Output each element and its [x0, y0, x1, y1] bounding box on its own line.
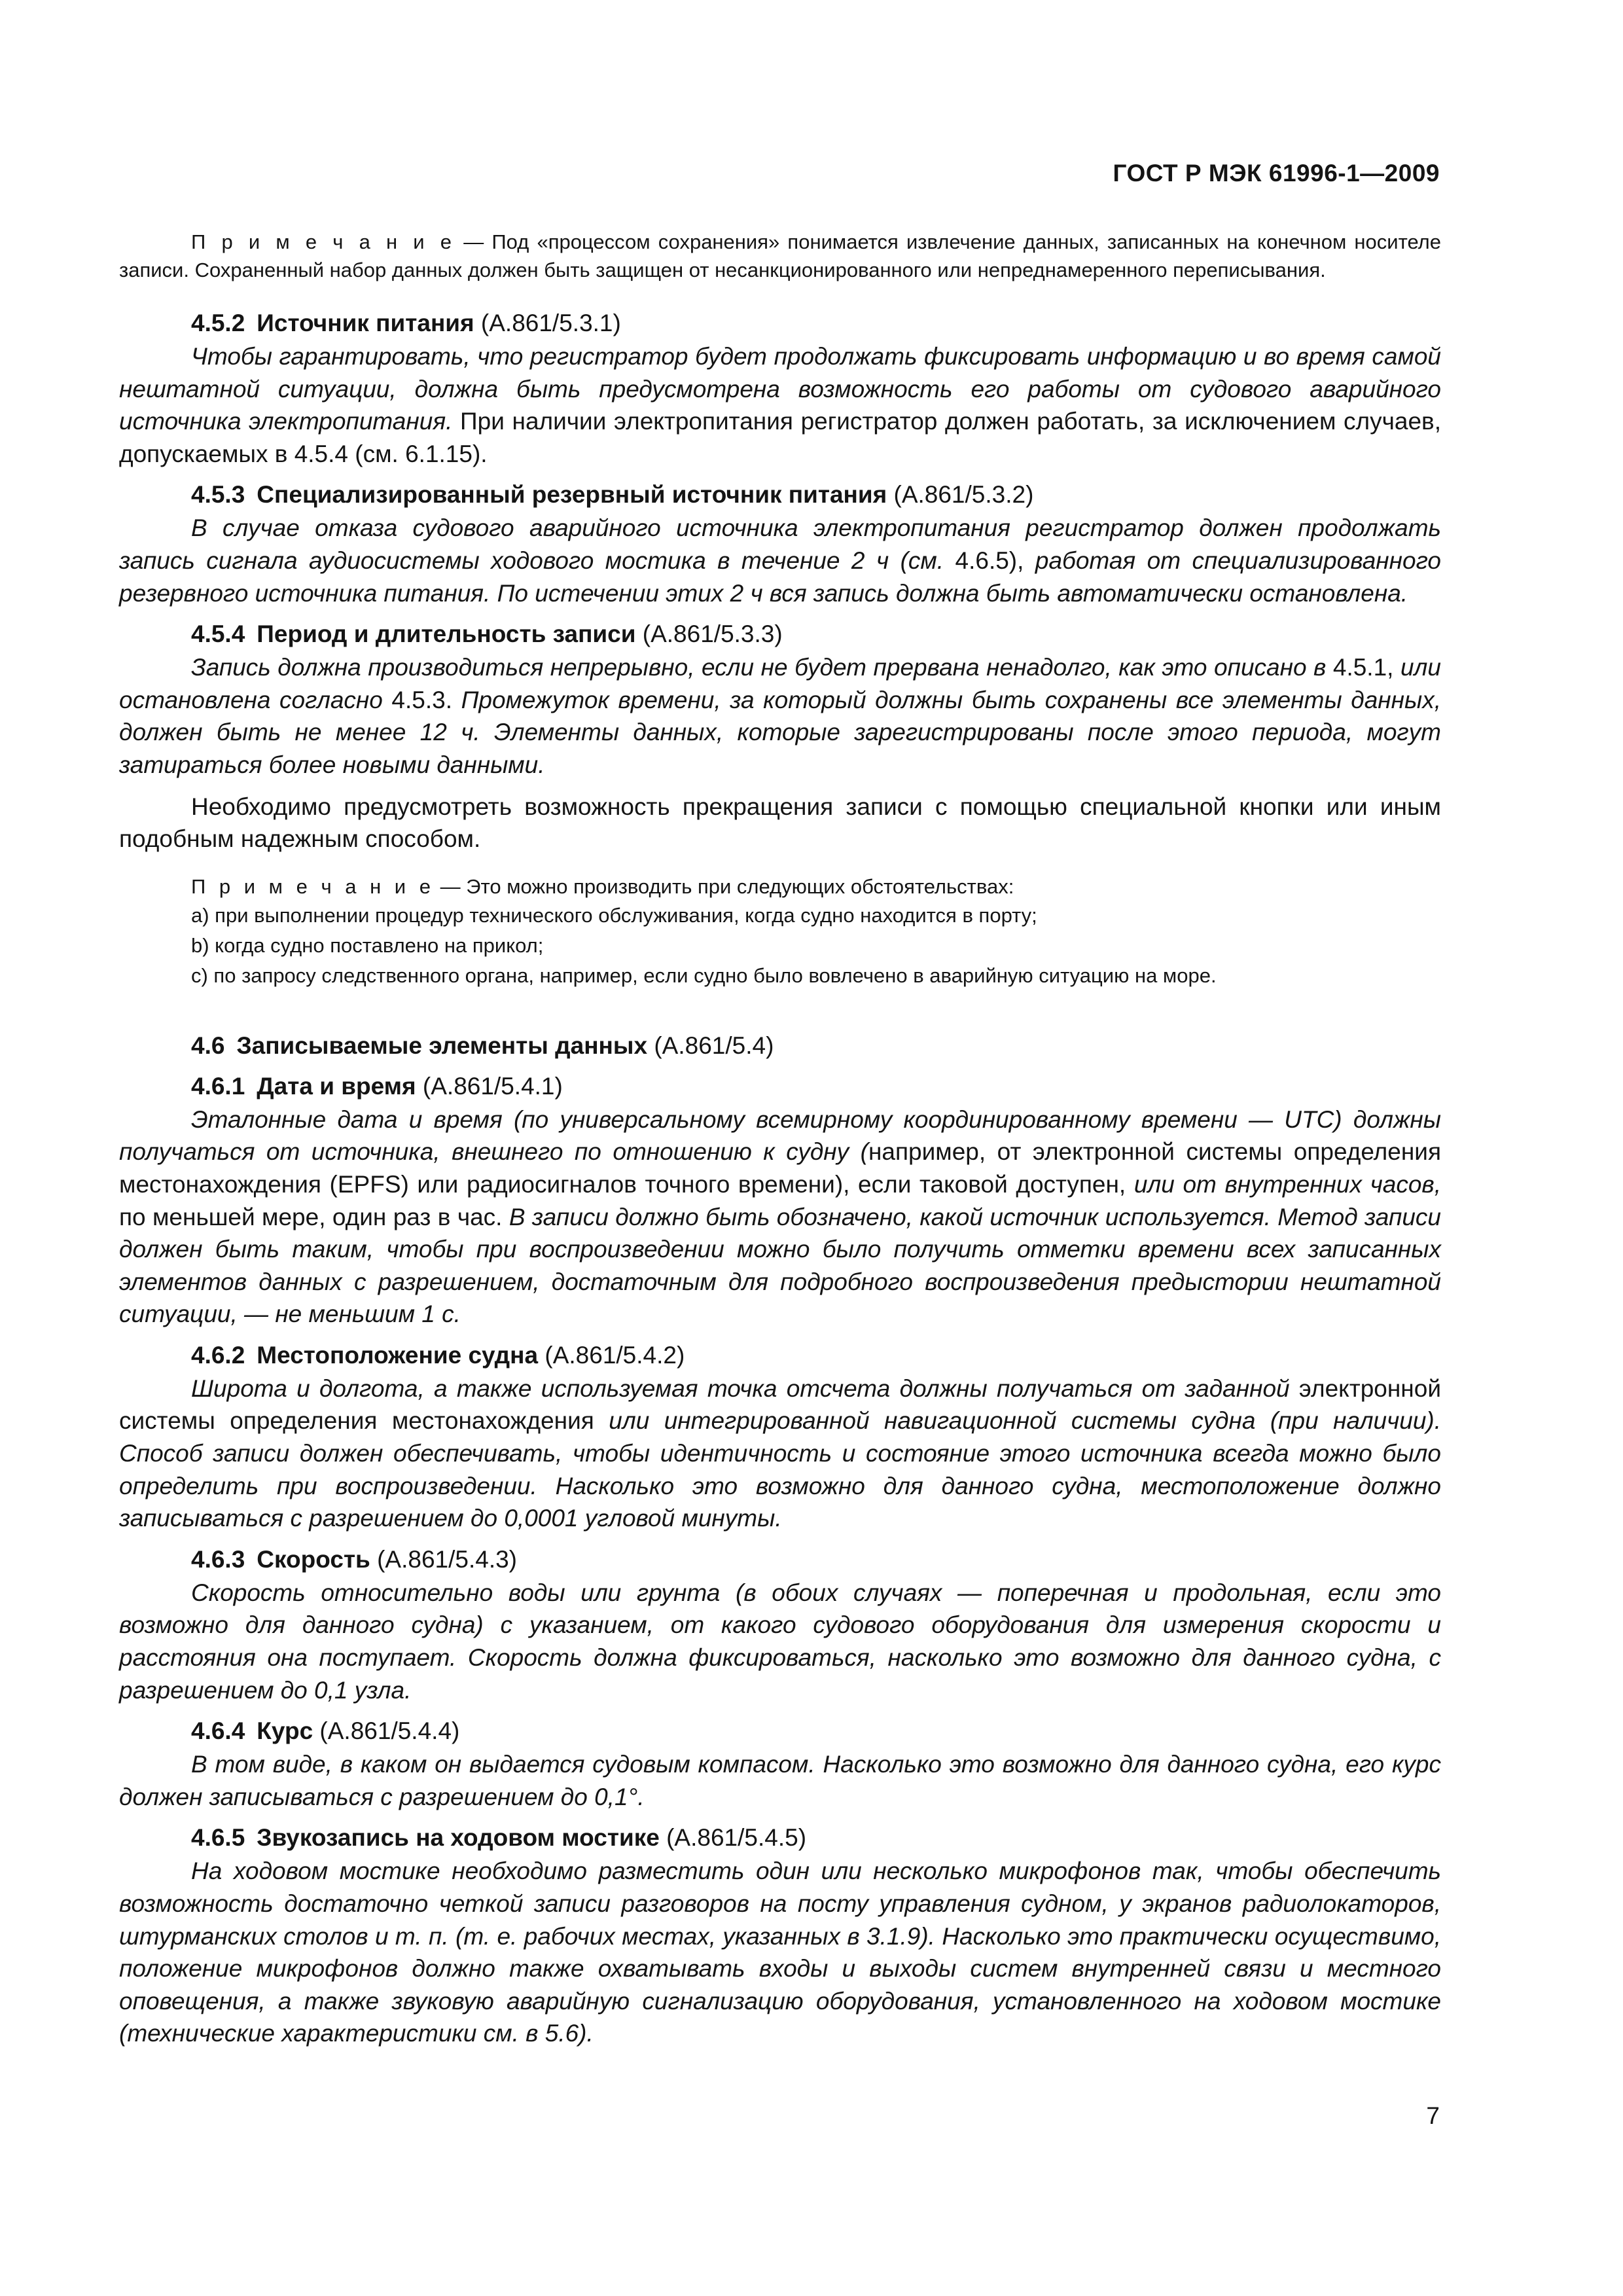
page-number: 7	[1426, 2102, 1440, 2129]
section-title: Период и длительность записи	[257, 620, 636, 648]
paragraph-4-6-5	[119, 1855, 1441, 2050]
standard-header: ГОСТ Р МЭК 61996-1—2009	[1113, 160, 1440, 187]
paragraph-4-6-1	[119, 1103, 1441, 1331]
paragraph-4-5-4	[119, 651, 1441, 781]
italic-text: В записи должно быть обозначено, какой источник используется. Метод записи должен быть таким, чтобы при воспроизведении можно было получить отметки времени всех записанных элементов данных с разрешением, достаточным для подробного воспроизведения предыстории нештатной ситуации, — не меньшим 1 с.	[119, 1203, 1441, 1328]
section-number: 4.6	[191, 1031, 225, 1059]
italic-text: На ходовом мостике необходимо разместить один или несколько микрофонов так, чтобы обеспечить возможность достаточно четкой записи разговоров на посту управления судном, у экранов радиолокаторов, штурманских столов и т. п. (т. е. рабочих местах, указанных в 3.1.9). Насколько это практически осуществимо, положение микрофонов должно также охватывать входы и выходы систем внутренней связи и местного оповещения, а также звуковую аварийную сигнализацию оборудования, установленного на ходовом мостике (технические характеристики см. в 5.6).	[119, 1857, 1441, 2047]
list-item: a) при выполнении процедур технического обслуживания, когда судно находится в порту;	[191, 903, 1037, 927]
note-text: — Это можно производить при следующих обстоятельствах:	[434, 874, 1014, 898]
heading-4-6-1	[119, 1071, 1441, 1102]
plain-text: 4.5.3.	[382, 686, 461, 713]
section-ref: (А.861/5.4.2)	[538, 1341, 685, 1369]
heading-4-6	[119, 1030, 1441, 1062]
italic-text: работая от специализированного резервного источника питания. По истечении этих 2 ч вся запись должна быть автоматически остановлена.	[119, 547, 1441, 607]
italic-text: Эталонные дата и время (по универсальному всемирному координированному времени — UTC) должны получаться от источника, внешнего по отношению к судну (	[119, 1105, 1441, 1166]
section-ref: (А.861/5.4.4)	[313, 1717, 460, 1745]
paragraph-4-5-2	[119, 340, 1441, 470]
italic-text: Широта и долгота, а также используемая точка отсчета должны получаться от заданной	[191, 1374, 1290, 1402]
section-number: 4.5.2	[191, 310, 245, 336]
plain-text: электронной системы определения местонахождения	[119, 1374, 1441, 1435]
section-ref: (А.861/5.4.3)	[370, 1545, 517, 1573]
italic-text: Скорость относительно воды или грунта (в обоих случаях — поперечная и продольная, если это возможно для данного судна) с указанием, от какого судового оборудования для измерения скорости и расстояния она поступает. Скорость должна фиксироваться, насколько это возможно для данного судна, с разрешением до 0,1 узла.	[119, 1579, 1441, 1704]
section-number: 4.6.4	[191, 1717, 245, 1745]
note-text: — Под «процессом сохранения» понимается извлечение данных, записанных на конечном носителе записи. Сохраненный набор данных должен быть защищен от несанкционированного или непреднамеренного переписывания.	[119, 230, 1442, 281]
italic-text: В случае отказа судового аварийного источника электропитания регистратор должен продолжать запись сигнала аудиосистемы ходового мостика в течение 2 ч (см.	[119, 514, 1441, 574]
paragraph-4-6-2	[119, 1372, 1441, 1535]
italic-text: В том виде, в каком он выдается судовым компасом. Насколько это возможно для данного судна, его курс должен записываться с разрешением до 0,1°.	[119, 1751, 1441, 1810]
italic-text: или от внутренних часов,	[1133, 1170, 1441, 1198]
note-label: П р и м е ч а н и е	[191, 874, 435, 898]
section-title: Дата и время	[257, 1072, 416, 1100]
plain-text: по меньшей мере, один раз в час.	[119, 1203, 509, 1230]
section-ref: (А.861/5.4.1)	[416, 1072, 563, 1100]
section-title: Местоположение судна	[257, 1341, 539, 1369]
section-number: 4.5.3	[191, 481, 245, 509]
note-circumstances	[119, 872, 1441, 901]
note-save-process	[119, 228, 1441, 284]
section-number: 4.6.2	[191, 1341, 245, 1369]
italic-text: Запись должна производиться непрерывно, если не будет прервана ненадолго, как это описано в	[191, 654, 1327, 681]
note-label: П р и м е ч а н и е	[191, 230, 456, 253]
section-number: 4.6.3	[191, 1545, 245, 1573]
section-title: Скорость	[257, 1545, 370, 1573]
paragraph-4-5-4-stop: Необходимо предусмотреть возможность прекращения записи с помощью специальной кнопки или иным подобным надежным способом.	[119, 793, 1441, 853]
italic-text: Чтобы гарантировать, что регистратор будет продолжать фиксировать информацию и во время самой нештатной ситуации, должна быть предусмотрена возможность его работы от судового аварийного источника электропитания.	[119, 343, 1441, 435]
list-item: c) по запросу следственного органа, например, если судно было вовлечено в аварийную ситуацию на море.	[191, 963, 1217, 987]
section-number: 4.6.1	[191, 1072, 245, 1100]
heading-4-6-3	[119, 1544, 1441, 1575]
heading-4-5-2	[119, 308, 1441, 339]
document-body	[119, 228, 1441, 2059]
heading-4-6-2	[119, 1340, 1441, 1371]
section-ref: (А.861/5.3.2)	[887, 481, 1034, 509]
section-title: Звукозапись на ходовом мостике	[257, 1824, 660, 1852]
section-number: 4.6.5	[191, 1824, 245, 1852]
section-ref: (А.861/5.3.3)	[635, 620, 783, 648]
heading-4-6-5	[119, 1822, 1441, 1854]
italic-text: Промежуток времени, за который должны быть сохранены все элементы данных, должен быть не менее 12 ч. Элементы данных, которые зарегистрированы после этого периода, могут затираться более новыми данными.	[119, 686, 1441, 778]
section-title: Записываемые элементы данных	[236, 1031, 648, 1059]
heading-4-6-4	[119, 1715, 1441, 1747]
section-ref: (А.861/5.4)	[647, 1031, 774, 1059]
section-title: Источник питания	[257, 310, 474, 336]
heading-4-5-4	[119, 619, 1441, 650]
paragraph-4-6-3	[119, 1577, 1441, 1706]
italic-text: или интегрированной навигационной системы судна (при наличии). Способ записи должен обеспечивать, чтобы идентичность и состояние этого источника всегда можно было определить при воспроизведении. Насколько это возможно для данного судна, местоположение должно записываться с разрешением до 0,0001 угловой минуты.	[119, 1407, 1441, 1532]
heading-4-5-3	[119, 479, 1441, 511]
section-number: 4.5.4	[191, 620, 245, 648]
section-title: Специализированный резервный источник питания	[257, 481, 887, 509]
section-title: Курс	[257, 1717, 313, 1745]
plain-text: 4.6.5),	[944, 547, 1024, 574]
section-ref: (А.861/5.3.1)	[474, 310, 621, 336]
paragraph-4-5-3	[119, 512, 1441, 609]
paragraph-4-6-4	[119, 1748, 1441, 1813]
plain-text: 4.5.1,	[1326, 654, 1400, 681]
plain-text: например, от электронной системы определения местонахождения (EPFS) или радиосигналов точного времени), если таковой доступен,	[119, 1138, 1441, 1198]
italic-text: или остановлена согласно	[119, 654, 1441, 713]
plain-text: При наличии электропитания регистратор должен работать, за исключением случаев, допускаемых в 4.5.4 (см. 6.1.15).	[119, 408, 1441, 467]
list-item: b) когда судно поставлено на прикол;	[191, 933, 544, 957]
section-ref: (А.861/5.4.5)	[659, 1824, 807, 1852]
